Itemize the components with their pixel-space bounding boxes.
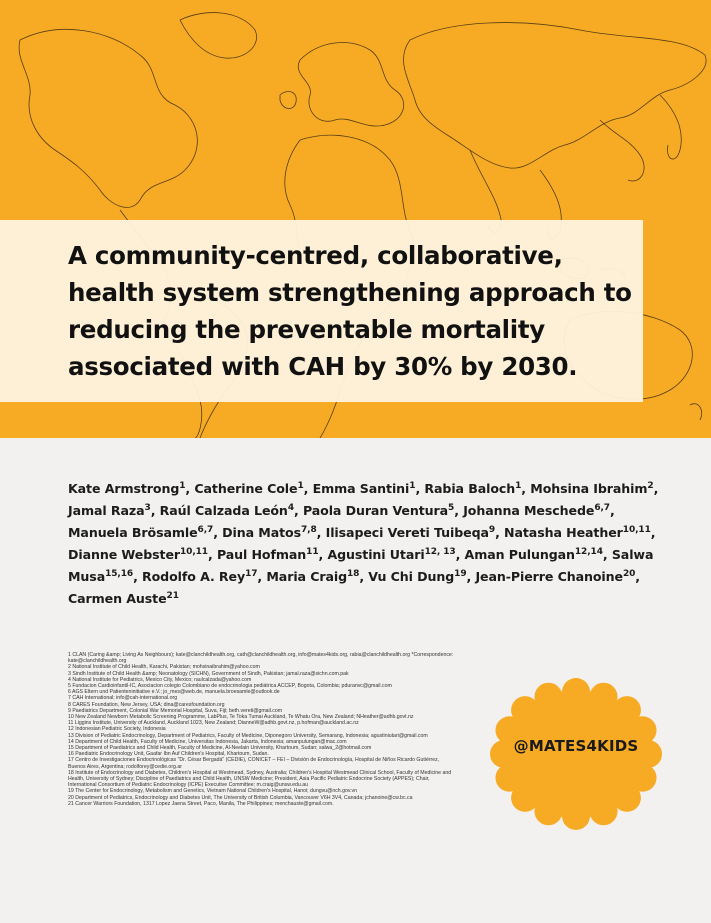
author-list: Kate Armstrong$^1$, Catherine Cole$^1$, Emma Santini$^1$, Rabia Baloch$^1$, Mohsina Ibrahim$^2$, Jamal Raza$^3$, Raúl Calzada León$^4$, Paola Duran Ventura$^5$, Johanna Meschede$^{6,7}$, Manuela Brösamle$^{6,7}$, Dina Matos$^{7,8}$, Ilisapeci Vereti Tuibeqa$^9$, Natasha Heather$^{10,11}$, Dianne Webster$^{10,11}$, Paul Hofman$^{11}$, Agustini Utari$^{12, 13}$, Aman Pulungan$^{12,14}$, Salwa Musa$^{15,16}$, Rodolfo A. Rey$^{17}$, Maria Craig$^{18}$, Vu Chi Dung$^{19}$, Jean-Pierre Chanoine$^{20}$, Carmen Auste$^{21}$ [68,481,659,606]
author-affiliation-number: 5 [448,503,455,513]
author-name [465,547,603,562]
author-name [326,525,495,540]
author-name [68,525,213,540]
author-affiliation-number: 1 [179,481,186,491]
author-name [160,503,294,518]
author-name-text: Jamal Raza [68,503,145,518]
author-name-text: Ilisapeci Vereti Tuibeqa [325,525,489,540]
author-name [68,481,185,496]
author-affiliation-number: 21 [166,591,179,601]
author-name [68,547,208,562]
affiliation-line: 13 Division of Pediatric Endocrinology, Department of Pediatrics, Faculty of Medicine, Diponegoro University, Semarang, Indonesia; agustiniutari@gmail.com [68,732,428,739]
affiliation-line: 20 Department of Pediatrics, Endocrinology and Diabetes Unit, The University of British Columbia, Vancouver V6H 3V4, Canada; jchanoine@cw.bc.ca [68,794,413,801]
author-name [142,569,257,584]
author-name [194,481,303,496]
affiliation-line: 4 National Institute for Pediatrics, Mexico City, Mexico; raulcalzada@yahoo.com [68,676,252,683]
poster-title: A community-centred, collaborative, health system strengthening approach to reducing the preventable mortality associated with CAH by 30% by 2030. [68,241,632,381]
author-name-text: Rodolfo A. Rey [142,569,246,584]
affiliation-line: 5 Fundacion Cardioinfantil-IC, Asociacion colegio Colombiano de endocrinologia pediátrica ACCEP, Bogota, Colombia; pduranvc@gmail.com [68,683,392,690]
author-affiliation-number: 1 [409,481,416,491]
affiliation-line: 16 Paediatric Endocrinology Unit, Gaafar Ibn Auf Children's Hospital, Khartoum, Sudan. [68,751,269,758]
author-name-text: Aman Pulungan [464,547,575,562]
author-name [475,569,635,584]
affiliation-line: 6 AGS Eltern und Patienteninitiative e.V.; jo_mes@web.de, manuela.broesamle@outlook.de [68,689,280,696]
affiliation-line: 18 Institute of Endocrinology and Diabetes, Children's Hospital at Westmead, Sydney, Australia; Children's Hospital Westmead Clinical School, Faculty of Medicine and Health, University of Sydney; Discipline of Paediatrics and Child Health, UNSW Medicine; President, Asia Pacific Pediatric Endocrine Society (APPES); Chair, International Consortium of Pediatric Endocrinology (ICPE) Executive Committee; m.craig@unsw.edu.au [68,769,452,789]
author-affiliation-number: 17 [245,569,258,579]
affiliation-line: 7 CAH International; info@cah-international.org [68,695,178,702]
affiliation-line: 9 Paediatrics Department, Colonial War Memorial Hospital, Suva, Fiji; beth.vereti@gmail.com [68,707,283,714]
affiliation-line: 3 Sindh Institute of Child Health &amp; Neonatology (SICHN), Government of Sindh, Pakistan; jamal.raza@sichn.com.pak [68,670,349,677]
affiliation-line: 14 Department of Child Health, Faculty of Medicine, Universitas Indonesia, Jakarta, Indonesia; amanpulungan@mac.com [68,738,347,745]
author-name [463,503,610,518]
author-affiliation-number: 11 [306,547,319,557]
author-name [303,503,454,518]
author-affiliation-number: 6,7 [197,525,214,535]
author-affiliation-number: 19 [454,569,467,579]
author-affiliation-number: 7,8 [301,525,317,535]
author-affiliation-number: 4 [287,503,294,513]
author-name-text: Johanna Meschede [463,503,595,518]
author-affiliation-number: 1 [515,481,522,491]
author-name-text: Paul Hofman [216,547,307,562]
affiliation-line: 12 Indonesian Pediatric Society, Indonesia [68,726,166,733]
affiliation-line: 10 New Zealand Newborn Metabolic Screening Programme, LabPlus, Te Toka Tumai Auckland, Te Whatu Ora, New Zealand; NHeather@adhb.govt.nz [68,714,414,721]
author-affiliation-number: 12,14 [574,547,603,557]
author-name-text: Raúl Calzada León [159,503,288,518]
author-affiliation-number: 9 [488,525,496,535]
author-name-text: Salwa Musa [68,547,654,584]
author-name-text: Manuela Brösamle [68,525,198,540]
author-name-text: Carmen Auste [68,591,167,606]
author-name [217,547,319,562]
affiliation-line: 15 Department of Paediatrics and Child Health, Faculty of Medicine, Al-Neelain University, Khartoum, Sudan; salwa_2@hotmail.com [68,745,372,752]
author-affiliation-number: 18 [347,569,360,579]
affiliation-line: 1 CLAN (Caring &amp; Living As Neighbours); kate@clanchildhealth.org, cath@clanchildhealth.org, info@mates4kids.org, rabia@clanchildhealth.org *Correspondence: kate@clanchildhealth.org [68,652,454,665]
author-name-text: Natasha Heather [504,525,623,540]
affiliations-list [68,652,456,807]
affiliation-line: 2 National Institute of Child Health, Karachi, Pakistan; mohsinaibrahim@yahoo.com [68,664,260,671]
author-affiliation-number: 20 [622,569,636,579]
author-name-text: Catherine Cole [194,481,298,496]
author-affiliation-number: 12, 13 [424,547,456,557]
affiliation-line: 19 The Center for Endocrinology, Metabolism and Genetics, Vietnam National Children's Hospital, Hanoi; dungvu@nch.gov.vn [68,788,358,795]
author-name [424,481,521,496]
author-name [530,481,653,496]
author-name [504,525,651,540]
author-name-text: Agustini Utari [327,547,425,562]
author-name-text: Vu Chi Dung [368,569,455,584]
author-affiliation-number: 10,11 [622,525,651,535]
author-name-text: Maria Craig [266,569,347,584]
author-affiliation-number: 2 [647,481,654,491]
author-name-text: Jean-Pierre Chanoine [475,569,623,584]
affiliation-line: 17 Centro de Investigaciones Endocrinológicas "Dr. César Bergadá" (CEDIE), CONICET – FEI – División de Endocrinología, Hospital de Niños Ricardo Gutiérrez, Buenos Aires, Argentina; rodolforey@cedie.org.ar [68,757,440,770]
author-name-text: Mohsina Ibrahim [530,481,648,496]
author-name-text: Paola Duran Ventura [302,503,449,518]
author-name-text: Dianne Webster [68,547,180,562]
author-name-text: Rabia Baloch [424,481,516,496]
author-affiliation-number: 6,7 [594,503,610,513]
affiliation-line: 8 CARES Foundation, New Jersey, USA; dina@caresfoundation.org [68,701,225,708]
affiliation-line: 11 Liggins Institute, University of Auckland, Auckland 1023, New Zealand; DianneW@adhb.govt.nz, p.hofman@auckland.ac.nz [68,720,359,727]
author-name [68,503,151,518]
author-affiliation-number: 3 [144,503,151,513]
author-name [313,481,416,496]
affiliation-line: 21 Cancer Warriors Foundation, 1317 Lopez Jaena Street, Paco, Manila, The Philippines; menchauste@gmail.com. [68,800,334,807]
author-name [266,569,359,584]
author-affiliation-number: 1 [297,481,304,491]
author-name-text: Kate Armstrong [68,481,180,496]
author-affiliation-number: 10,11 [180,547,208,557]
author-name [68,591,179,606]
mates4kids-hashtag: @MATES4KIDS [513,737,639,755]
author-name-text: Dina Matos [222,525,301,540]
author-name-text: Emma Santini [312,481,410,496]
author-affiliation-number: 15,16 [105,569,134,579]
author-name [327,547,455,562]
author-name [222,525,316,540]
author-name [368,569,466,584]
